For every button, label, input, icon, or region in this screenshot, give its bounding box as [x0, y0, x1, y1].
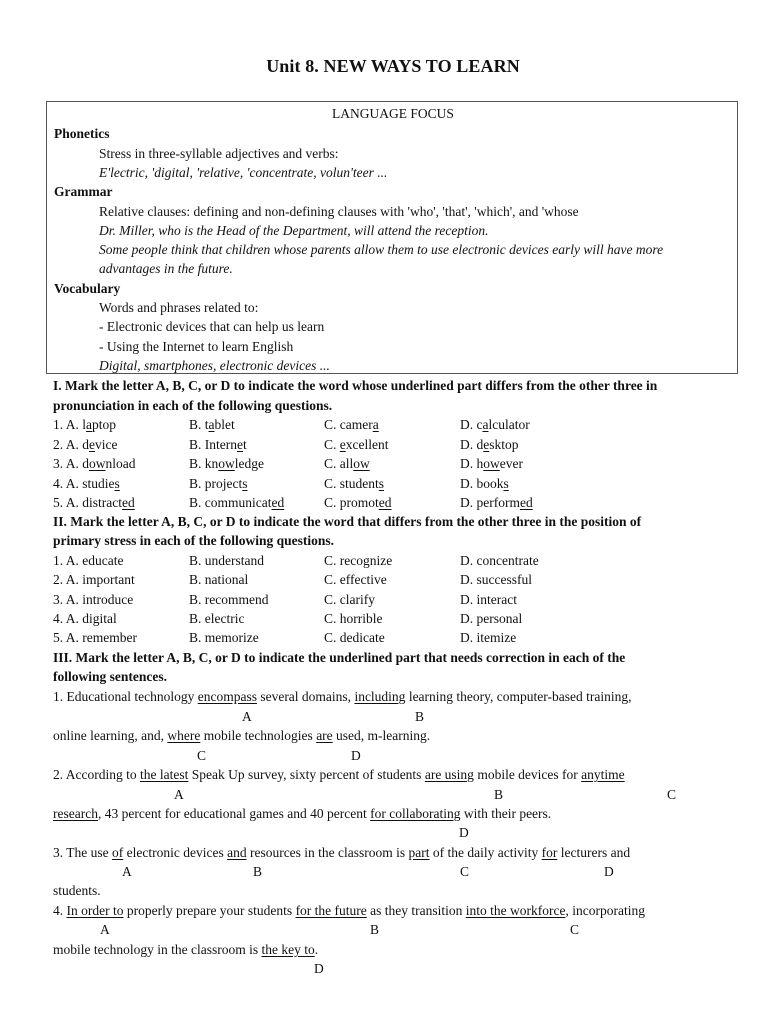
q4-label-a: A [100, 922, 110, 937]
q2-option-a: the latest [140, 767, 189, 782]
sec2-q3-option-b: B. recommend [189, 592, 269, 607]
q3-option-b: and [227, 845, 247, 860]
sec1-q1-option-d: D. calculator [460, 417, 530, 432]
sec2-q3-option-a: 3. A. introduce [53, 592, 134, 607]
grammar-example-2b: advantages in the future. [99, 261, 233, 276]
q1-line-2: online learning, and, where mobile technologies are used, m-learning. [53, 728, 431, 743]
q3-option-c: part [408, 845, 430, 860]
phonetics-label: Phonetics [54, 126, 110, 141]
sec1-q2-option-a: 2. A. device [53, 437, 118, 452]
q3-line-2: students. [53, 883, 101, 898]
q2-label-b: B [494, 787, 504, 802]
vocabulary-item-2: - Using the Internet to learn English [99, 339, 294, 354]
section-2-heading-line-2: primary stress in each of the following questions. [53, 533, 335, 548]
sec2-q1-option-b: B. understand [189, 553, 264, 568]
sec1-q1-option-c: C. camera [324, 417, 379, 432]
sec2-q5-option-b: B. memorize [189, 630, 259, 645]
q1-option-d: are [316, 728, 333, 743]
sec2-q3-option-c: C. clarify [324, 592, 375, 607]
sec1-q3-option-d: D. however [460, 456, 523, 471]
q1-label-b: B [415, 709, 425, 724]
q3-label-b: B [253, 864, 263, 879]
sec1-q4-option-d: D. books [460, 476, 509, 491]
section-1-heading-line-1: I. Mark the letter A, B, C, or D to indicate the word whose underlined part differs from the other three in [53, 378, 658, 393]
sec1-q2-option-c: C. excellent [324, 437, 389, 452]
section-2-heading-line-1: II. Mark the letter A, B, C, or D to indicate the word that differs from the other three in the position of [53, 514, 642, 529]
sec2-q1-option-c: C. recognize [324, 553, 393, 568]
section-3-heading-line-2: following sentences. [53, 669, 167, 684]
q4-line-1: 4. In order to properly prepare your students for the future as they transition into the workforce, incorporating [53, 903, 645, 918]
q1-option-a: encompass [197, 689, 257, 704]
phonetics-example: E'lectric, 'digital, 'relative, 'concentrate, volun'teer ... [99, 165, 388, 180]
sec1-q1-option-b: B. tablet [189, 417, 235, 432]
language-focus-heading: LANGUAGE FOCUS [332, 106, 454, 121]
sec2-q4-option-c: C. horrible [324, 611, 383, 626]
vocabulary-label: Vocabulary [54, 281, 121, 296]
sec1-q3-option-b: B. knowledge [189, 456, 265, 471]
q3-label-a: A [122, 864, 132, 879]
sec1-q2-option-d: D. desktop [460, 437, 519, 452]
q3-label-d: D [604, 864, 614, 879]
q2-label-a: A [174, 787, 184, 802]
q4-label-d: D [314, 961, 324, 976]
q2-label-d: D [459, 825, 469, 840]
vocabulary-desc: Words and phrases related to: [99, 300, 259, 315]
grammar-example-2a: Some people think that children whose parents allow them to use electronic devices early will have more [99, 242, 664, 257]
sec1-q4-option-c: C. students [324, 476, 385, 491]
sec1-q5-option-d: D. performed [460, 495, 533, 510]
vocabulary-example: Digital, smartphones, electronic devices ... [99, 358, 330, 373]
sec2-q1-option-d: D. concentrate [460, 553, 539, 568]
q1-label-a: A [242, 709, 252, 724]
q3-line-1: 3. The use of electronic devices and resources in the classroom is part of the daily activity for lecturers and [53, 845, 631, 860]
q2-label-c: C [667, 787, 677, 802]
page-title: Unit 8. NEW WAYS TO LEARN [266, 56, 520, 76]
grammar-desc: Relative clauses: defining and non-defining clauses with 'who', 'that', 'which', and 'whose [99, 204, 579, 219]
q2-option-d: for collaborating [370, 806, 461, 821]
sec2-q2-option-b: B. national [189, 572, 249, 587]
sec2-q4-option-b: B. electric [189, 611, 245, 626]
q3-option-a: of [112, 845, 124, 860]
q2-option-c-part-2: research [53, 806, 98, 821]
section-3-heading-line-1: III. Mark the letter A, B, C, or D to indicate the underlined part that needs correction in each of the [53, 650, 626, 665]
sec2-q4-option-d: D. personal [460, 611, 523, 626]
q1-label-c: C [197, 748, 207, 763]
q4-label-b: B [370, 922, 380, 937]
grammar-example-1: Dr. Miller, who is the Head of the Department, will attend the reception. [99, 223, 489, 238]
q2-option-b: are using [424, 767, 474, 782]
q4-label-c: C [570, 922, 580, 937]
sec1-q2-option-b: B. Internet [189, 437, 247, 452]
sec1-q5-option-c: C. promoted [324, 495, 392, 510]
q2-line-1: 2. According to the latest Speak Up survey, sixty percent of students are using mobile devices for anytime [53, 767, 625, 782]
q1-line-1: 1. Educational technology encompass several domains, including learning theory, computer-based training, [53, 689, 632, 704]
sec1-q4-option-a: 4. A. studies [53, 476, 120, 491]
sec2-q3-option-d: D. interact [460, 592, 517, 607]
q1-option-c: where [167, 728, 201, 743]
language-focus-box [46, 101, 738, 374]
sec2-q2-option-d: D. successful [460, 572, 532, 587]
q4-option-a: In order to [66, 903, 124, 918]
q4-option-d: the key to [261, 942, 315, 957]
section-1-heading-line-2: pronunciation in each of the following questions. [53, 398, 333, 413]
sec1-q3-option-a: 3. A. download [53, 456, 136, 471]
vocabulary-item-1: - Electronic devices that can help us learn [99, 319, 325, 334]
sec2-q5-option-c: C. dedicate [324, 630, 385, 645]
q1-label-d: D [351, 748, 361, 763]
q1-option-b: including [354, 689, 406, 704]
q3-label-c: C [460, 864, 470, 879]
q2-option-c-part-1: anytime [581, 767, 625, 782]
q4-option-c: into the workforce [465, 903, 566, 918]
sec1-q5-option-b: B. communicated [189, 495, 285, 510]
sec2-q4-option-a: 4. A. digital [53, 611, 117, 626]
grammar-label: Grammar [54, 184, 113, 199]
sec1-q5-option-a: 5. A. distracted [53, 495, 135, 510]
q4-option-b: for the future [295, 903, 367, 918]
sec2-q1-option-a: 1. A. educate [53, 553, 124, 568]
q2-line-2: research, 43 percent for educational games and 40 percent for collaborating with their peers. [53, 806, 552, 821]
q3-option-d: for [541, 845, 558, 860]
phonetics-desc: Stress in three-syllable adjectives and verbs: [99, 146, 339, 161]
sec2-q5-option-a: 5. A. remember [53, 630, 137, 645]
sec2-q2-option-a: 2. A. important [53, 572, 135, 587]
q4-line-2: mobile technology in the classroom is the key to. [53, 942, 319, 957]
sec2-q5-option-d: D. itemize [460, 630, 517, 645]
sec1-q4-option-b: B. projects [189, 476, 248, 491]
sec1-q3-option-c: C. allow [324, 456, 370, 471]
sec2-q2-option-c: C. effective [324, 572, 387, 587]
sec1-q1-option-a: 1. A. laptop [53, 417, 117, 432]
